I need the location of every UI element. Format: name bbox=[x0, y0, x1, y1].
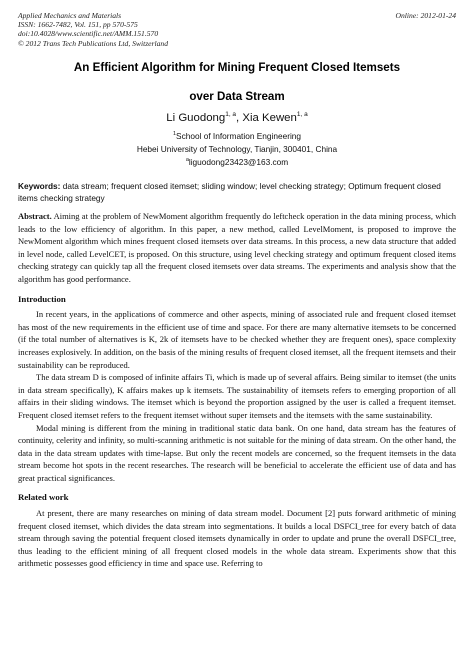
journal-doi: doi:10.4028/www.scientific.net/AMM.151.570 bbox=[18, 29, 159, 39]
affiliation-school bbox=[0, 131, 474, 141]
journal-issn: ISSN: 1662-7482, Vol. 151, pp 570-575 bbox=[18, 20, 138, 30]
author-sup-1: 1, a bbox=[225, 111, 237, 118]
affiliation-school-text: School of Information Engineering bbox=[176, 131, 302, 141]
author-name-2: Xia Kewen bbox=[242, 111, 297, 124]
keywords bbox=[18, 180, 456, 204]
affiliation-university: Hebei University of Technology, Tianjin, 300401, China bbox=[136, 144, 338, 154]
introduction-paragraph-2: The data stream D is composed of infinite affairs Ti, which is made up of several affairs. Being similar to itemset (the units in data stream specifically), K affairs makes up k itemsets. The sustainability of itemsets refers to emerging proportion of all affairs in their sliding windows. The itemset which is beyond the proportion assigned by the user is called a frequent itemset. Frequent closed itemset refers to the frequent itemset without super itemsets and the itemsets with the same sustainability. bbox=[18, 372, 456, 420]
author-name-1: Li Guodong bbox=[166, 111, 226, 124]
related-work-paragraph-1: At present, there are many researches on mining of data stream model. Document [2] puts forward arithmetic of mining frequent closed itemset, which divides the data stream into segmentations. It builds a local DSFCI_tree for every batch of data stream through saving the potential frequent closed itemsets dynamically in order to update and prune the overall DSFCI_tree, thus leading to the efficient mining of all frequent closed models in the whole data stream. Experiments show that this arithmetic possesses good efficiency in time and space use. Referring to bbox=[18, 508, 456, 569]
abstract-label: Abstract. bbox=[18, 211, 52, 221]
affiliation-email bbox=[0, 157, 474, 167]
paper-title-line1: An Efficient Algorithm for Mining Frequent Closed Itemsets bbox=[73, 61, 401, 74]
abstract bbox=[18, 210, 456, 286]
related-work-heading: Related work bbox=[18, 492, 69, 503]
online-date: Online: 2012-01-24 bbox=[395, 11, 456, 20]
keywords-label: Keywords: bbox=[18, 181, 61, 191]
introduction-heading: Introduction bbox=[18, 293, 66, 304]
author-sup-2: 1, a bbox=[296, 111, 308, 118]
paper-body bbox=[18, 210, 456, 570]
journal-name: Applied Mechanics and Materials bbox=[18, 11, 122, 20]
journal-header bbox=[18, 11, 456, 48]
affiliation-school-sup: 1 bbox=[172, 131, 177, 138]
journal-copyright: © 2012 Trans Tech Publications Ltd, Switzerland bbox=[18, 38, 168, 48]
affiliation-email-text: liguodong23423@163.com bbox=[188, 157, 289, 167]
paper-title-line2: over Data Stream bbox=[189, 90, 285, 103]
introduction-paragraph-3: Modal mining is different from the mining in traditional static data bank. On one hand, data stream has the features of continuity, celerity and infinity, so multi-scanning arithmetic is not suitable for the mining of data stream. On the other hand, the data in the data stream updates with time-lapse. But only the recent models are concerned, so the frequent itemsets in the data stream become hot spots in the recent researches. The research will be beneficial to accelerate the efficient use of data and has great practical significances. bbox=[18, 422, 456, 483]
keywords-text: data stream; frequent closed itemset; sliding window; level checking strategy; Optimum frequent closed items checking strategy bbox=[18, 181, 441, 203]
abstract-text: Aiming at the problem of NewMoment algorithm frequently do leftcheck operation in the data mining process, which leads to the low efficiency of algorithm. In this paper, a new method, called LevelMoment, is proposed to improve the NewMoment algorithm which mines frequent closed itemsets over data streams. In this process, a new data structure that added in level node, called LevelCET, is proposed. On this structure, using level checking strategy and optimum frequent closed items checking strategy can quickly tap all the frequent closed itemsets over data streams. The experiments and analysis show that the algorithm has good performance. bbox=[18, 211, 456, 284]
introduction-paragraph-1: In recent years, in the applications of commerce and other aspects, mining of associated rule and frequent closed itemset has most of the new requirements in the efficient use of time and space. For there are many alternative itemsets to be concerned (if the total number of alternatives is K, 2k of itemsets have to be checked whether they are frequent ones), space complexity increases explosively. In addition, on the basis of the mining results of frequent closed itemset, all the frequent itemsets and their sustainability can be reproduced. bbox=[18, 309, 456, 370]
author-separator: , bbox=[236, 111, 243, 124]
author-list bbox=[0, 111, 474, 124]
affiliation-email-sup: a bbox=[185, 157, 189, 164]
